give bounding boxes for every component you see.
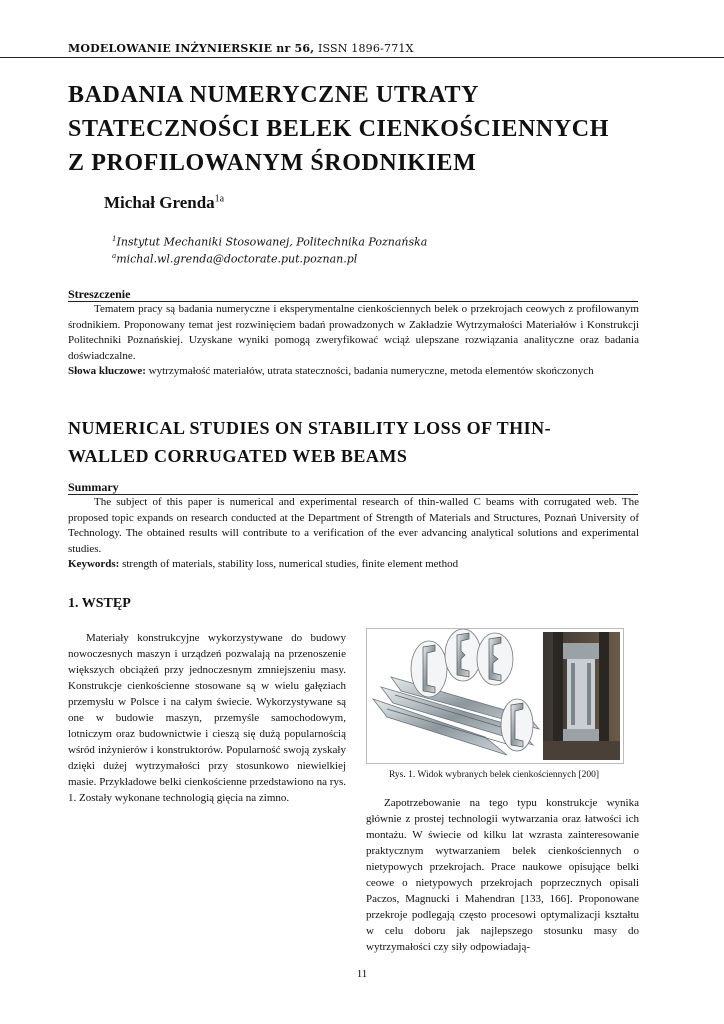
- keywords-text-pl: wytrzymałość materiałów, utrata stateczności, badania numeryczne, metoda elementów skończonych: [148, 365, 594, 378]
- figure-caption: Rys. 1. Widok wybranych belek cienkościennych [200]: [388, 770, 600, 780]
- title-line: STATECZNOŚCI BELEK CIENKOŚCIENNYCH: [68, 116, 609, 142]
- email: [112, 252, 357, 266]
- keywords-label-en: Keywords:: [68, 558, 120, 571]
- title-line: Z PROFILOWANYM ŚRODNIKIEM: [68, 150, 477, 176]
- abstract-heading-en: Summary: [68, 480, 119, 494]
- paper-title-pl: [68, 78, 668, 180]
- journal-header: [68, 42, 414, 55]
- title-line: BADANIA NUMERYCZNE UTRATY: [68, 82, 480, 108]
- email-text: michal.wl.grenda@doctorate.put.poznan.pl: [116, 252, 358, 266]
- keywords-label-pl: Słowa kluczowe:: [68, 365, 146, 378]
- page-number: 11: [356, 968, 368, 980]
- issn: ISSN 1896-771X: [317, 42, 414, 55]
- affiliation: [112, 235, 427, 249]
- paragraph: Zapotrzebowanie na tego typu konstrukcje wynika głównie z prostej technologii wytwarzania oraz łatwości ich montażu. W świecie od kilku lat wzrasta zainteresowanie praktycznym wytwarzaniem belek cienkościennych o nietypowych przekrojach. Prace naukowe opisujące belki ceowe o nietypowych przekrojach poprzecznych opisali Paczos, Magnucki i Mahendran [133, 166]. Proponowane przekroje podlegają często procesowi optymalizacji kształtu w celu doboru jak najlepszego stosunku masy do wytrzymałości czy siły odpowiadają-: [366, 797, 639, 953]
- figure-image: [367, 629, 623, 763]
- affiliation-text: Instytut Mechaniki Stosowanej, Politechnika Poznańska: [116, 235, 428, 249]
- affiliation-sup: 1: [112, 235, 117, 243]
- author: [104, 193, 224, 213]
- abstract-text-pl: Tematem pracy są badania numeryczne i eksperymentalne cienkościennych belek o przekrojach ceowych z profilowanym środnikiem. Proponowany temat jest rozwinięciem badań prowadzonych w Zakładzie Wytrzymałości Materiałów i Konstrukcji Politechniki Poznańskiej. Uzyskane wyniki pomogą zweryfikować wciąż ulepszane rozwiązania analityczne oraz badania doświadczalne.: [68, 303, 639, 362]
- author-sup: 1a: [214, 193, 225, 205]
- body-column-left: [68, 630, 346, 806]
- section-heading: 1. WSTĘP: [68, 596, 131, 611]
- abstract-en: [68, 495, 639, 573]
- abstract-heading-pl: Streszczenie: [68, 287, 131, 301]
- title-line: WALLED CORRUGATED WEB BEAMS: [68, 446, 408, 466]
- header-rule: [0, 57, 724, 58]
- body-column-right: [366, 795, 639, 955]
- paper-title-en: [68, 414, 638, 470]
- email-sup: a: [112, 252, 117, 260]
- journal-name: MODELOWANIE INŻYNIERSKIE nr 56,: [68, 42, 315, 55]
- keywords-pl: [68, 364, 639, 380]
- keywords-text-en: strength of materials, stability loss, numerical studies, finite element method: [122, 558, 459, 571]
- title-line: NUMERICAL STUDIES ON STABILITY LOSS OF THIN-: [68, 418, 552, 438]
- author-name: Michał Grenda: [104, 193, 215, 212]
- abstract-text-en: The subject of this paper is numerical and experimental research of thin-walled C beams with corrugated web. The proposed topic expands on research conducted at the Department of Strength of Materials and Structures, Poznań University of Technology. The obtained results will contribute to a verification of the ever advancing analytical solutions and experimental studies.: [68, 496, 639, 555]
- keywords-en: [68, 557, 639, 573]
- paragraph: Materiały konstrukcyjne wykorzystywane do budowy nowoczesnych maszyn i urządzeń pozwalają na przenoszenie większych obciążeń przy jednoczesnym zmniejszeniu masy. Konstrukcje cienkościenne stosowane są w wielu gałęziach przemysłu w Polsce i na całym świecie. Wykorzystywane są one w budowie maszyn, przemyśle samochodowym, lotniczym oraz budownictwie i cieszą się dużą popularnością wśród inżynierów i konstruktorów. Popularność swoją zyskały dzięki dużej wytrzymałości przy stosunkowo niewielkiej masie. Przykładowe belki cienkościenne przedstawiono na rys. 1. Zostały wykonane technologią gięcia na zimno.: [68, 632, 346, 804]
- abstract-pl: [68, 302, 639, 380]
- figure-thin-walled-beams: [366, 628, 624, 764]
